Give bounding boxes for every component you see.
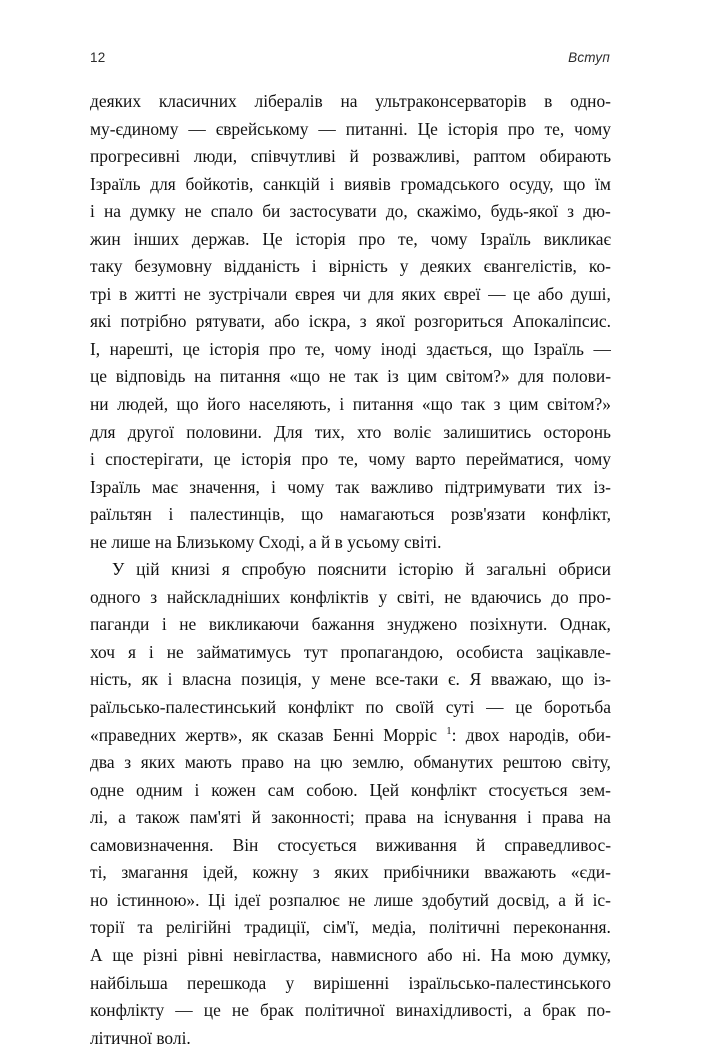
text-line: одного з найскладніших конфліктів у світі, не вдаючись до про-	[90, 586, 611, 607]
text-line-with-footnote: «праведних жертв», як сказав Бенні Морріс $^1$: двох народів, оби-	[90, 724, 611, 745]
text-line: прогресивні люди, співчутливі й розважливі, раптом обирають	[90, 146, 611, 167]
text-line: паганди і не викликаючи бажання знуджено позіхнути. Однак,	[90, 614, 611, 635]
text-line: ни людей, що його населяють, і питання «що так з цим світом?»	[90, 394, 611, 415]
text-line: торії та релігійні традиції, сім'ї, медіа, політичні переконання.	[90, 917, 611, 938]
text-line: два з яких мають право на цю землю, обманутих рештою світу,	[90, 752, 611, 773]
text-line: Ізраїль має значення, і чому так важливо підтримувати тих із-	[90, 476, 611, 497]
text-line: но істинною». Ці ідеї розпалює не лише здобутий досвід, а й іс-	[90, 889, 611, 910]
text-line: і спостерігати, це історія про те, чому варто перейматися, чому	[90, 449, 611, 470]
paragraph-1	[90, 88, 611, 556]
text-line-last: не лише на Близькому Сході, а й в усьому світі.	[90, 531, 442, 552]
paragraph-2	[90, 556, 611, 1052]
text-line: раїльсько-палестинський конфлікт по своїй суті — це боротьба	[90, 697, 611, 718]
page-number: 12	[90, 49, 106, 65]
text-line-indented: У цій книзі я спробую пояснити історію й загальні обриси	[112, 559, 611, 580]
text-line: хоч я і не займатимусь тут пропагандою, особиста зацікавле-	[90, 641, 611, 662]
text-line: Ізраїль для бойкотів, санкцій і виявів громадського осуду, що їм	[90, 173, 611, 194]
running-head	[90, 47, 610, 67]
text-line: ті, змагання ідей, кожну з яких прибічники вважають «єди-	[90, 862, 611, 883]
text-line: деяких класичних лібералів на ультраконсерваторів в одно-	[90, 91, 611, 111]
text-block	[90, 88, 611, 1052]
text-line: му-єдиному — єврейському — питанні. Це історія про те, чому	[90, 118, 611, 139]
text-line: лі, а також пам'яті й законності; права на існування і права на	[90, 807, 611, 828]
text-line: таку безумовну відданість і вірність у деяких євангелістів, ко-	[90, 256, 611, 277]
text-line: раїльтян і палестинців, що намагаються розв'язати конфлікт,	[90, 504, 611, 525]
footnote-marker[interactable]: 1	[446, 724, 452, 737]
text-line-last: літичної волі.	[90, 1027, 191, 1048]
text-line: жин інших держав. Це історія про те, чому Ізраїль викликає	[90, 228, 611, 249]
text-line: І, нарешті, це історія про те, чому іноді здається, що Ізраїль —	[90, 338, 611, 359]
text-line: найбільша перешкода у вирішенні ізраїльсько-палестинського	[90, 972, 611, 993]
text-line: ність, як і власна позиція, у мене все-таки є. Я вважаю, що із-	[90, 669, 611, 690]
text-line: самовизначення. Він стосується виживання й справедливос-	[90, 834, 611, 855]
text-line: одне одним і кожен сам собою. Цей конфлікт стосується зем-	[90, 779, 611, 800]
text-line: для другої половини. Для тих, хто воліє залишитись осторонь	[90, 421, 611, 442]
text-line: і на думку не спало би застосувати до, скажімо, будь-якої з дю-	[90, 201, 611, 222]
running-head-title: Вступ	[568, 49, 610, 65]
text-line: конфлікту — це не брак політичної винахідливості, а брак по-	[90, 1000, 611, 1021]
text-line: це відповідь на питання «що не так із цим світом?» для полови-	[90, 366, 611, 387]
text-line: трі в житті не зустрічали єврея чи для яких євреї — це або душі,	[90, 283, 611, 304]
text-line: які потрібно рятувати, або іскра, з якої розгориться Апокаліпсис.	[90, 311, 611, 332]
text-line: А ще різні рівні невігластва, навмисного або ні. На мою думку,	[90, 944, 611, 965]
